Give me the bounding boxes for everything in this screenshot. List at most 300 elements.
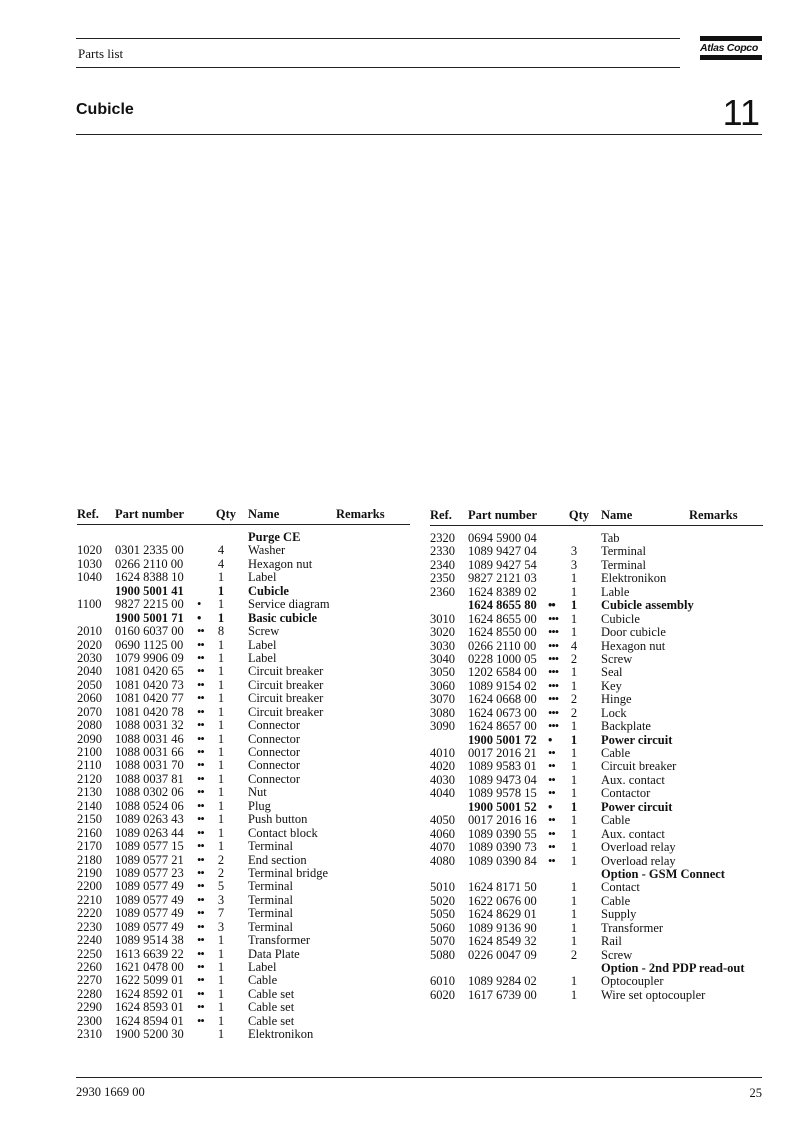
- ref-cell: 1100: [77, 597, 102, 612]
- qty-cell: 1: [217, 785, 225, 800]
- ref-cell: 2180: [77, 852, 102, 867]
- table-row: [77, 692, 410, 705]
- header-part-number: Part number: [468, 508, 538, 522]
- table-row: [430, 572, 763, 585]
- ref-cell: 2070: [77, 704, 102, 719]
- indent-dots: •: [548, 732, 552, 747]
- table-row: [430, 962, 763, 975]
- ref-cell: 3020: [430, 625, 455, 640]
- name-cell: Basic cubicle: [248, 610, 318, 625]
- name-cell: Connector: [248, 718, 301, 733]
- name-cell: Label: [248, 637, 277, 652]
- name-cell: Hinge: [601, 692, 632, 707]
- table-row: [77, 665, 410, 678]
- indent-dots: •: [197, 610, 201, 625]
- qty-cell: 1: [217, 1000, 225, 1015]
- table-row: [430, 613, 763, 626]
- ref-cell: 2230: [77, 919, 102, 934]
- part-number-cell: 1624 8655 80: [468, 598, 537, 613]
- table-row: [430, 908, 763, 921]
- table-row: [77, 1028, 410, 1041]
- qty-cell: 1: [570, 907, 578, 922]
- name-cell: Cable: [601, 893, 631, 908]
- table-row: [430, 760, 763, 773]
- qty-cell: 1: [570, 934, 578, 949]
- qty-cell: 1: [570, 571, 578, 586]
- part-number-cell: 1624 8629 01: [468, 907, 537, 922]
- table-row: [77, 679, 410, 692]
- name-cell: Data Plate: [248, 946, 300, 961]
- ref-cell: 3060: [430, 678, 455, 693]
- ref-cell: 2120: [77, 771, 102, 786]
- indent-dots: ••: [197, 677, 204, 692]
- ref-cell: 1040: [77, 570, 102, 585]
- table-row: [77, 773, 410, 786]
- qty-cell: 1: [217, 677, 225, 692]
- part-number-cell: 0694 5900 04: [468, 531, 537, 545]
- indent-dots: ••: [197, 718, 204, 733]
- name-cell: Connector: [248, 771, 301, 786]
- header-remarks: Remarks: [336, 507, 385, 521]
- part-number-cell: 1089 9136 90: [468, 920, 537, 935]
- part-number-cell: 1624 8550 00: [468, 625, 537, 640]
- table-row: [430, 586, 763, 599]
- name-cell: Circuit breaker: [248, 704, 324, 719]
- indent-dots: •••: [548, 678, 559, 693]
- part-number-cell: 1624 8389 02: [468, 584, 537, 599]
- indent-dots: •••: [548, 692, 559, 707]
- header-ref: Ref.: [77, 507, 99, 521]
- ref-cell: 2310: [77, 1027, 102, 1042]
- indent-dots: ••: [197, 731, 204, 746]
- indent-dots: ••: [197, 798, 204, 813]
- table-row: [77, 544, 410, 557]
- name-cell: Nut: [248, 785, 267, 800]
- ref-cell: 2220: [77, 906, 102, 921]
- qty-cell: 1: [217, 798, 225, 813]
- part-number-cell: 0266 2110 00: [468, 638, 537, 653]
- indent-dots: ••: [197, 960, 204, 974]
- part-number-cell: 1089 9583 01: [468, 759, 537, 774]
- part-number-cell: 1081 0420 77: [115, 691, 184, 706]
- qty-cell: 1: [570, 987, 578, 1002]
- table-row: [77, 840, 410, 853]
- table-row: [77, 639, 410, 652]
- table-row: [430, 787, 763, 800]
- indent-dots: ••: [197, 946, 204, 961]
- qty-cell: 1: [217, 637, 225, 652]
- part-number-cell: 1622 5099 01: [115, 973, 184, 988]
- table-row: [77, 746, 410, 759]
- qty-cell: 3: [570, 544, 578, 559]
- qty-cell: 2: [570, 947, 578, 962]
- ref-cell: 1030: [77, 556, 102, 571]
- ref-cell: 4010: [430, 746, 455, 760]
- part-number-cell: 0226 0047 09: [468, 947, 537, 962]
- header-rule-bottom: [76, 67, 680, 68]
- table-row: [430, 949, 763, 962]
- table-row: [77, 961, 410, 974]
- logo-bar-bottom: [700, 55, 762, 60]
- qty-cell: 1: [570, 719, 578, 734]
- part-number-cell: 1089 9154 02: [468, 678, 537, 693]
- title-rule: [76, 134, 762, 135]
- header-name: Name: [601, 508, 633, 522]
- qty-cell: 1: [217, 973, 225, 988]
- indent-dots: ••: [548, 813, 555, 828]
- indent-dots: ••: [548, 840, 555, 855]
- qty-cell: 1: [570, 974, 578, 989]
- ref-cell: 2050: [77, 677, 102, 692]
- name-cell: Cable set: [248, 1000, 295, 1015]
- qty-cell: 1: [217, 745, 225, 759]
- qty-cell: 1: [217, 933, 225, 948]
- qty-cell: 1: [570, 799, 578, 814]
- table-row: [77, 813, 410, 826]
- table-row: [77, 1015, 410, 1028]
- name-cell: Lable: [601, 584, 630, 599]
- indent-dots: ••: [548, 826, 555, 841]
- ref-cell: 5020: [430, 893, 455, 908]
- qty-cell: 1: [570, 665, 578, 680]
- name-cell: Screw: [601, 651, 633, 666]
- qty-cell: 1: [217, 718, 225, 733]
- qty-cell: 1: [570, 625, 578, 640]
- part-number-cell: 1089 0577 49: [115, 879, 184, 894]
- name-cell: Connector: [248, 745, 301, 759]
- qty-cell: 1: [570, 826, 578, 841]
- part-number-cell: 1624 8549 32: [468, 934, 537, 949]
- ref-cell: 6020: [430, 987, 455, 1002]
- part-number-cell: 1900 5200 30: [115, 1027, 184, 1042]
- page-number: 25: [749, 1086, 762, 1100]
- table-row: [77, 706, 410, 719]
- part-number-cell: 1900 5001 72: [468, 732, 537, 747]
- ref-cell: 2190: [77, 865, 102, 880]
- table-row: [430, 895, 763, 908]
- table-row: [430, 801, 763, 814]
- name-cell: Overload relay: [601, 853, 676, 868]
- table-row: [430, 922, 763, 935]
- part-number-cell: 1617 6739 00: [468, 987, 537, 1002]
- name-cell: Screw: [601, 947, 633, 962]
- header-name: Name: [248, 507, 280, 521]
- part-number-cell: 1622 0676 00: [468, 893, 537, 908]
- ref-cell: 3050: [430, 665, 455, 680]
- indent-dots: ••: [197, 825, 204, 840]
- qty-cell: 1: [217, 986, 225, 1001]
- name-cell: Cable: [248, 973, 278, 988]
- part-number-cell: 1624 8655 00: [468, 611, 537, 626]
- qty-cell: 1: [570, 853, 578, 868]
- table-row: [430, 693, 763, 706]
- part-number-cell: 1089 9578 15: [468, 786, 537, 801]
- indent-dots: ••: [548, 772, 555, 787]
- indent-dots: ••: [197, 879, 204, 894]
- rows-right: [430, 532, 763, 1002]
- name-cell: Backplate: [601, 719, 651, 734]
- indent-dots: ••: [197, 839, 204, 854]
- name-cell: Connector: [248, 758, 301, 773]
- table-row: [430, 545, 763, 558]
- name-cell: Seal: [601, 665, 623, 680]
- table-row: [77, 854, 410, 867]
- name-cell: Cubicle assembly: [601, 598, 694, 613]
- name-cell: Service diagram: [248, 597, 330, 612]
- table-row: [430, 599, 763, 612]
- table-row: [77, 558, 410, 571]
- name-cell: Cubicle: [601, 611, 640, 626]
- table-row: [77, 759, 410, 772]
- indent-dots: •: [548, 799, 552, 814]
- table-row: [77, 867, 410, 880]
- table-row: [77, 948, 410, 961]
- qty-cell: 1: [570, 584, 578, 599]
- part-number-cell: 0160 6037 00: [115, 624, 184, 639]
- name-cell: Hexagon nut: [601, 638, 666, 653]
- part-number-cell: 1088 0031 32: [115, 718, 184, 733]
- part-number-cell: 1900 5001 41: [115, 583, 184, 598]
- ref-cell: 3030: [430, 638, 455, 653]
- part-number-cell: 0228 1000 05: [468, 651, 537, 666]
- name-cell: Cable: [601, 746, 631, 760]
- qty-cell: 4: [570, 638, 578, 653]
- table-row: [77, 598, 410, 611]
- qty-cell: 4: [217, 556, 225, 571]
- indent-dots: •••: [548, 705, 559, 720]
- document-number: 2930 1669 00: [76, 1085, 145, 1099]
- name-cell: Option - 2nd PDP read-out: [601, 961, 745, 975]
- indent-dots: ••: [197, 624, 204, 639]
- parts-table-right: [430, 508, 763, 1002]
- table-row: [77, 531, 410, 544]
- name-cell: Supply: [601, 907, 637, 922]
- name-cell: Optocoupler: [601, 974, 664, 989]
- table-row: [430, 868, 763, 881]
- indent-dots: ••: [197, 1000, 204, 1015]
- table-row: [77, 907, 410, 920]
- indent-dots: •••: [548, 651, 559, 666]
- qty-cell: 1: [217, 771, 225, 786]
- name-cell: Terminal bridge: [248, 865, 328, 880]
- indent-dots: ••: [197, 691, 204, 706]
- footer-rule: [76, 1077, 762, 1078]
- qty-cell: 4: [217, 543, 225, 558]
- part-number-cell: 1081 0420 65: [115, 664, 184, 679]
- qty-cell: 1: [570, 746, 578, 760]
- qty-cell: 1: [217, 731, 225, 746]
- ref-cell: 4070: [430, 840, 455, 855]
- name-cell: Plug: [248, 798, 271, 813]
- indent-dots: ••: [548, 786, 555, 801]
- ref-cell: 5060: [430, 920, 455, 935]
- ref-cell: 2090: [77, 731, 102, 746]
- rows-left: [77, 531, 410, 1042]
- qty-cell: 1: [217, 664, 225, 679]
- part-number-cell: 1089 9284 02: [468, 974, 537, 989]
- qty-cell: 1: [217, 946, 225, 961]
- part-number-cell: 1624 8388 10: [115, 570, 184, 585]
- ref-cell: 2270: [77, 973, 102, 988]
- qty-cell: 1: [570, 880, 578, 895]
- part-number-cell: 1089 0263 43: [115, 812, 184, 827]
- ref-cell: 2160: [77, 825, 102, 840]
- table-row: [77, 934, 410, 947]
- part-number-cell: 1624 8594 01: [115, 1013, 184, 1028]
- name-cell: Washer: [248, 543, 286, 558]
- table-row: [430, 828, 763, 841]
- part-number-cell: 1088 0031 66: [115, 745, 184, 759]
- qty-cell: 1: [217, 839, 225, 854]
- table-row: [77, 612, 410, 625]
- part-number-cell: 0017 2016 16: [468, 813, 537, 828]
- logo-text: Atlas Copco: [700, 42, 758, 54]
- part-number-cell: 1613 6639 22: [115, 946, 184, 961]
- ref-cell: 3010: [430, 611, 455, 626]
- name-cell: Aux. contact: [601, 772, 665, 787]
- part-number-cell: 9827 2215 00: [115, 597, 184, 612]
- ref-cell: 2060: [77, 691, 102, 706]
- part-number-cell: 1900 5001 71: [115, 610, 184, 625]
- indent-dots: •••: [548, 638, 559, 653]
- part-number-cell: 1089 9473 04: [468, 772, 537, 787]
- name-cell: Label: [248, 650, 277, 665]
- qty-cell: 1: [570, 598, 578, 613]
- name-cell: Wire set optocoupler: [601, 987, 706, 1002]
- part-number-cell: 1088 0302 06: [115, 785, 184, 800]
- ref-cell: 2290: [77, 1000, 102, 1015]
- indent-dots: ••: [197, 771, 204, 786]
- qty-cell: 2: [217, 865, 225, 880]
- table-row: [430, 666, 763, 679]
- part-number-cell: 1624 0673 00: [468, 705, 537, 720]
- part-number-cell: 1089 0577 49: [115, 892, 184, 907]
- ref-cell: 2100: [77, 745, 102, 759]
- name-cell: Aux. contact: [601, 826, 665, 841]
- table-row: [430, 720, 763, 733]
- table-row: [430, 975, 763, 988]
- qty-cell: 3: [217, 919, 225, 934]
- ref-cell: 5010: [430, 880, 455, 895]
- indent-dots: ••: [197, 892, 204, 907]
- name-cell: Elektronikon: [601, 571, 667, 586]
- part-number-cell: 1624 8592 01: [115, 986, 184, 1001]
- part-number-cell: 1088 0037 81: [115, 771, 184, 786]
- name-cell: Transformer: [248, 933, 311, 948]
- table-row: [77, 625, 410, 638]
- qty-cell: 1: [570, 840, 578, 855]
- table-header: [430, 508, 763, 526]
- name-cell: Cable: [601, 813, 631, 828]
- part-number-cell: 1089 0577 15: [115, 839, 184, 854]
- indent-dots: •••: [548, 665, 559, 680]
- table-row: [430, 626, 763, 639]
- table-row: [430, 559, 763, 572]
- name-cell: Lock: [601, 705, 627, 720]
- name-cell: Circuit breaker: [248, 664, 324, 679]
- name-cell: Terminal: [248, 839, 293, 854]
- part-number-cell: 0301 2335 00: [115, 543, 184, 558]
- ref-cell: 4080: [430, 853, 455, 868]
- part-number-cell: 1089 9427 54: [468, 557, 537, 572]
- part-number-cell: 1624 0668 00: [468, 692, 537, 707]
- qty-cell: 7: [217, 906, 225, 921]
- qty-cell: 1: [217, 570, 225, 585]
- ref-cell: 5080: [430, 947, 455, 962]
- name-cell: Cable set: [248, 1013, 295, 1028]
- indent-dots: ••: [548, 598, 555, 613]
- table-row: [430, 640, 763, 653]
- name-cell: Power circuit: [601, 799, 673, 814]
- ref-cell: 3040: [430, 651, 455, 666]
- ref-cell: 5070: [430, 934, 455, 949]
- indent-dots: ••: [548, 853, 555, 868]
- qty-cell: 1: [570, 732, 578, 747]
- table-row: [430, 841, 763, 854]
- part-number-cell: 1624 8593 01: [115, 1000, 184, 1015]
- qty-cell: 2: [570, 692, 578, 707]
- name-cell: Elektronikon: [248, 1027, 314, 1042]
- table-row: [77, 719, 410, 732]
- indent-dots: ••: [197, 812, 204, 827]
- part-number-cell: 1089 9514 38: [115, 933, 184, 948]
- ref-cell: 2150: [77, 812, 102, 827]
- ref-cell: 3070: [430, 692, 455, 707]
- qty-cell: 3: [217, 892, 225, 907]
- table-row: [77, 585, 410, 598]
- part-number-cell: 1089 0263 44: [115, 825, 184, 840]
- qty-cell: 5: [217, 879, 225, 894]
- name-cell: Rail: [601, 934, 622, 949]
- table-row: [77, 733, 410, 746]
- table-row: [430, 814, 763, 827]
- name-cell: Key: [601, 678, 622, 693]
- atlas-copco-logo: [700, 36, 762, 66]
- table-row: [77, 1001, 410, 1014]
- indent-dots: ••: [197, 637, 204, 652]
- qty-cell: 1: [217, 650, 225, 665]
- part-number-cell: 1624 8657 00: [468, 719, 537, 734]
- ref-cell: 2360: [430, 584, 455, 599]
- qty-cell: 1: [217, 610, 225, 625]
- qty-cell: 1: [217, 1027, 225, 1042]
- qty-cell: 1: [217, 960, 225, 974]
- ref-cell: 2140: [77, 798, 102, 813]
- ref-cell: 2250: [77, 946, 102, 961]
- indent-dots: ••: [197, 973, 204, 988]
- table-row: [77, 827, 410, 840]
- name-cell: Door cubicle: [601, 625, 666, 640]
- part-number-cell: 1089 0577 21: [115, 852, 184, 867]
- indent-dots: ••: [197, 865, 204, 880]
- ref-cell: 2210: [77, 892, 102, 907]
- part-number-cell: 1089 0390 55: [468, 826, 537, 841]
- part-number-cell: 1081 0420 73: [115, 677, 184, 692]
- ref-cell: 2170: [77, 839, 102, 854]
- name-cell: Connector: [248, 731, 301, 746]
- table-header: [77, 507, 410, 525]
- qty-cell: 1: [217, 691, 225, 706]
- indent-dots: ••: [197, 664, 204, 679]
- indent-dots: ••: [197, 1013, 204, 1028]
- ref-cell: 2280: [77, 986, 102, 1001]
- name-cell: Circuit breaker: [248, 677, 324, 692]
- chapter-number: 11: [722, 92, 760, 133]
- header-qty: Qty: [215, 507, 237, 521]
- ref-cell: 2040: [77, 664, 102, 679]
- part-number-cell: 9827 2121 03: [468, 571, 537, 586]
- name-cell: Label: [248, 960, 277, 974]
